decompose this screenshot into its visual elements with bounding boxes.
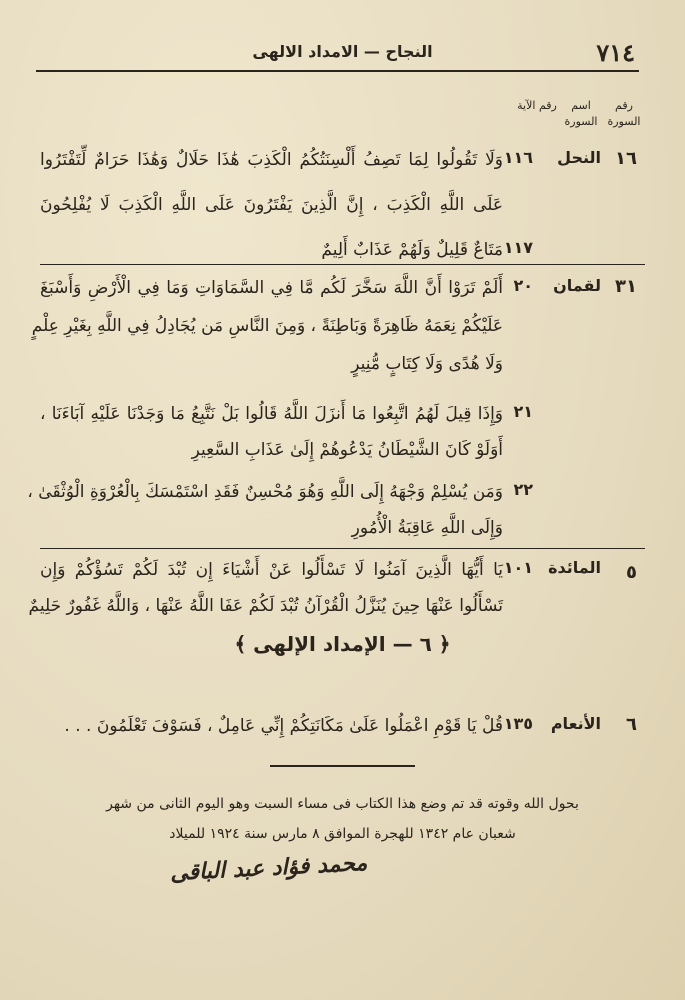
sura-number: ٦ xyxy=(626,714,637,735)
verse-line: عَلَى اللَّهِ الْكَذِبَ ، إِنَّ الَّذِينَ يَفْتَرُونَ عَلَى اللَّهِ الْكَذِبَ لَا يُفْلِحُونَ xyxy=(40,195,503,215)
section-heading: ﴿ ٦ — الإمداد الإلهى ﴾ xyxy=(234,632,451,656)
colophon-rule xyxy=(270,765,415,767)
entry-separator xyxy=(40,264,645,265)
verse-number: ٢١ xyxy=(513,402,533,421)
verse-line: وَإِذَا قِيلَ لَهُمُ اتَّبِعُوا مَا أَنزَلَ اللَّهُ قَالُوا بَلْ نَتَّبِعُ مَا وَجَدْنَا عَلَيْهِ آبَاءَنَا ، xyxy=(40,404,503,424)
running-title: النجاح — الامداد الالهى xyxy=(252,42,433,61)
verse-number: ٢٠ xyxy=(513,276,533,295)
sura-number: ٥ xyxy=(626,562,637,583)
verse-line: قُلْ يَا قَوْمِ اعْمَلُوا عَلَىٰ مَكَانَتِكُمْ إِنِّي عَامِلٌ ، فَسَوْفَ تَعْلَمُونَ . . . xyxy=(64,716,503,736)
sura-number: ١٦ xyxy=(615,148,637,169)
sura-name: الأنعام xyxy=(550,714,601,733)
verse-number: ١١٦ xyxy=(503,148,533,167)
column-head-sura-name: اسم السورة xyxy=(564,99,598,128)
colophon-line: بحول الله وقوته قد تم وضع هذا الكتاب فى مساء السبت وهو اليوم الثانى من شهر xyxy=(106,796,579,812)
verse-line: يَا أَيُّهَا الَّذِينَ آمَنُوا لَا تَسْأَلُوا عَنْ أَشْيَاءَ إِن تُبْدَ لَكُمْ تَسُؤْكُمْ وَإِن xyxy=(40,560,503,580)
sura-number: ٣١ xyxy=(615,276,637,297)
page-header xyxy=(40,38,645,78)
sura-name: النحل xyxy=(557,148,601,167)
verse-number: ١٠١ xyxy=(503,558,533,577)
verse-line: وَلَا هُدًى وَلَا كِتَابٍ مُّنِيرٍ xyxy=(351,354,503,374)
verse-line: وَلَا تَقُولُوا لِمَا تَصِفُ أَلْسِنَتُكُمُ الْكَذِبَ هَٰذَا حَلَالٌ وَهَٰذَا حَرَامٌ لِّتَفْتَرُوا xyxy=(40,150,503,170)
verse-number: ١١٧ xyxy=(503,238,533,257)
colophon-line: شعبان عام ١٣٤٢ للهجرة الموافق ٨ مارس سنة ١٩٢٤ للميلاد xyxy=(169,826,516,842)
verse-line: وَإِلَى اللَّهِ عَاقِبَةُ الْأُمُورِ xyxy=(351,518,503,538)
verse-line: عَلَيْكُمْ نِعَمَهُ ظَاهِرَةً وَبَاطِنَةً ، وَمِنَ النَّاسِ مَن يُجَادِلُ فِي اللَّهِ بِغَيْرِ عِلْمٍ xyxy=(31,316,503,336)
verse-number: ٢٢ xyxy=(513,480,533,499)
verse-line: أَوَلَوْ كَانَ الشَّيْطَانُ يَدْعُوهُمْ إِلَىٰ عَذَابِ السَّعِيرِ xyxy=(191,440,503,460)
sura-name: لقمان xyxy=(553,276,601,295)
verse-line: مَتَاعٌ قَلِيلٌ وَلَهُمْ عَذَابٌ أَلِيمٌ xyxy=(321,240,503,260)
sura-name: المائدة xyxy=(548,558,601,577)
verse-line: تَسْأَلُوا عَنْهَا حِينَ يُنَزَّلُ الْقُرْآنُ تُبْدَ لَكُمْ عَفَا اللَّهُ عَنْهَا ، وَاللَّهُ غَفُورٌ حَلِيمٌ xyxy=(28,596,503,616)
verse-line: أَلَمْ تَرَوْا أَنَّ اللَّهَ سَخَّرَ لَكُم مَّا فِي السَّمَاوَاتِ وَمَا فِي الْأَرْضِ وَأَسْبَغَ xyxy=(40,278,503,298)
column-headings xyxy=(503,98,643,143)
author-signature: محمد فؤاد عبد الباقى xyxy=(169,849,368,887)
verse-line: وَمَن يُسْلِمْ وَجْهَهُ إِلَى اللَّهِ وَهُوَ مُحْسِنٌ فَقَدِ اسْتَمْسَكَ بِالْعُرْوَةِ الْوُثْقَىٰ ، xyxy=(27,482,503,502)
verse-number: ١٣٥ xyxy=(503,714,533,733)
page-number: ٧١٤ xyxy=(596,38,635,67)
entry-separator xyxy=(40,548,645,549)
column-head-sura-number: رقم السورة xyxy=(607,99,641,128)
header-rule xyxy=(36,70,639,72)
column-head-verse-number: رقم الآية xyxy=(517,99,557,112)
